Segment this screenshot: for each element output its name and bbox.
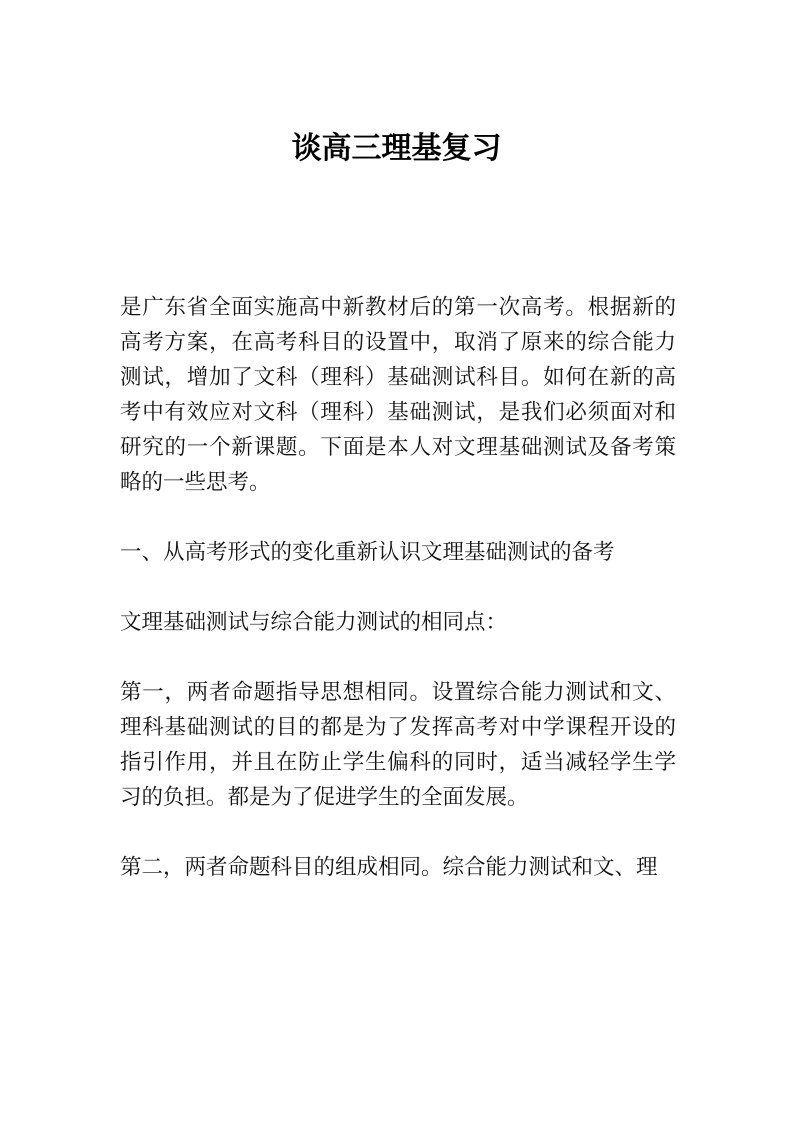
paragraph-similarities-lead: 文理基础测试与综合能力测试的相同点：: [120, 610, 508, 635]
section-heading-1: 一、从高考形式的变化重新认识文理基础测试的备考: [120, 540, 615, 565]
paragraph-spacer: [120, 500, 676, 535]
paragraph-intro: 是广东省全面实施高中新教材后的第一次高考。根据新的高考方案，在高考科目的设置中，取消了原来的综合能力测试，增加了文科（理科）基础测试科目。如何在新的高考中有效应对文科（理科）基础测试，是我们必须面对和研究的一个新课题。下面是本人对文理基础测试及备考策略的一些思考。: [120, 295, 676, 495]
document-title: 谈高三理基复习: [291, 131, 502, 166]
document-body: [120, 290, 676, 885]
paragraph-spacer: [120, 815, 676, 850]
paragraph-spacer: [120, 570, 676, 605]
paragraph-point-1: 第一，两者命题指导思想相同。设置综合能力测试和文、理科基础测试的目的都是为了发挥高考对中学课程开设的指引作用，并且在防止学生偏科的同时，适当减轻学生学习的负担。都是为了促进学生的全面发展。: [120, 680, 676, 810]
paragraph-spacer: [120, 640, 676, 675]
paragraph-point-2: 第二，两者命题科目的组成相同。综合能力测试和文、理: [120, 855, 658, 880]
